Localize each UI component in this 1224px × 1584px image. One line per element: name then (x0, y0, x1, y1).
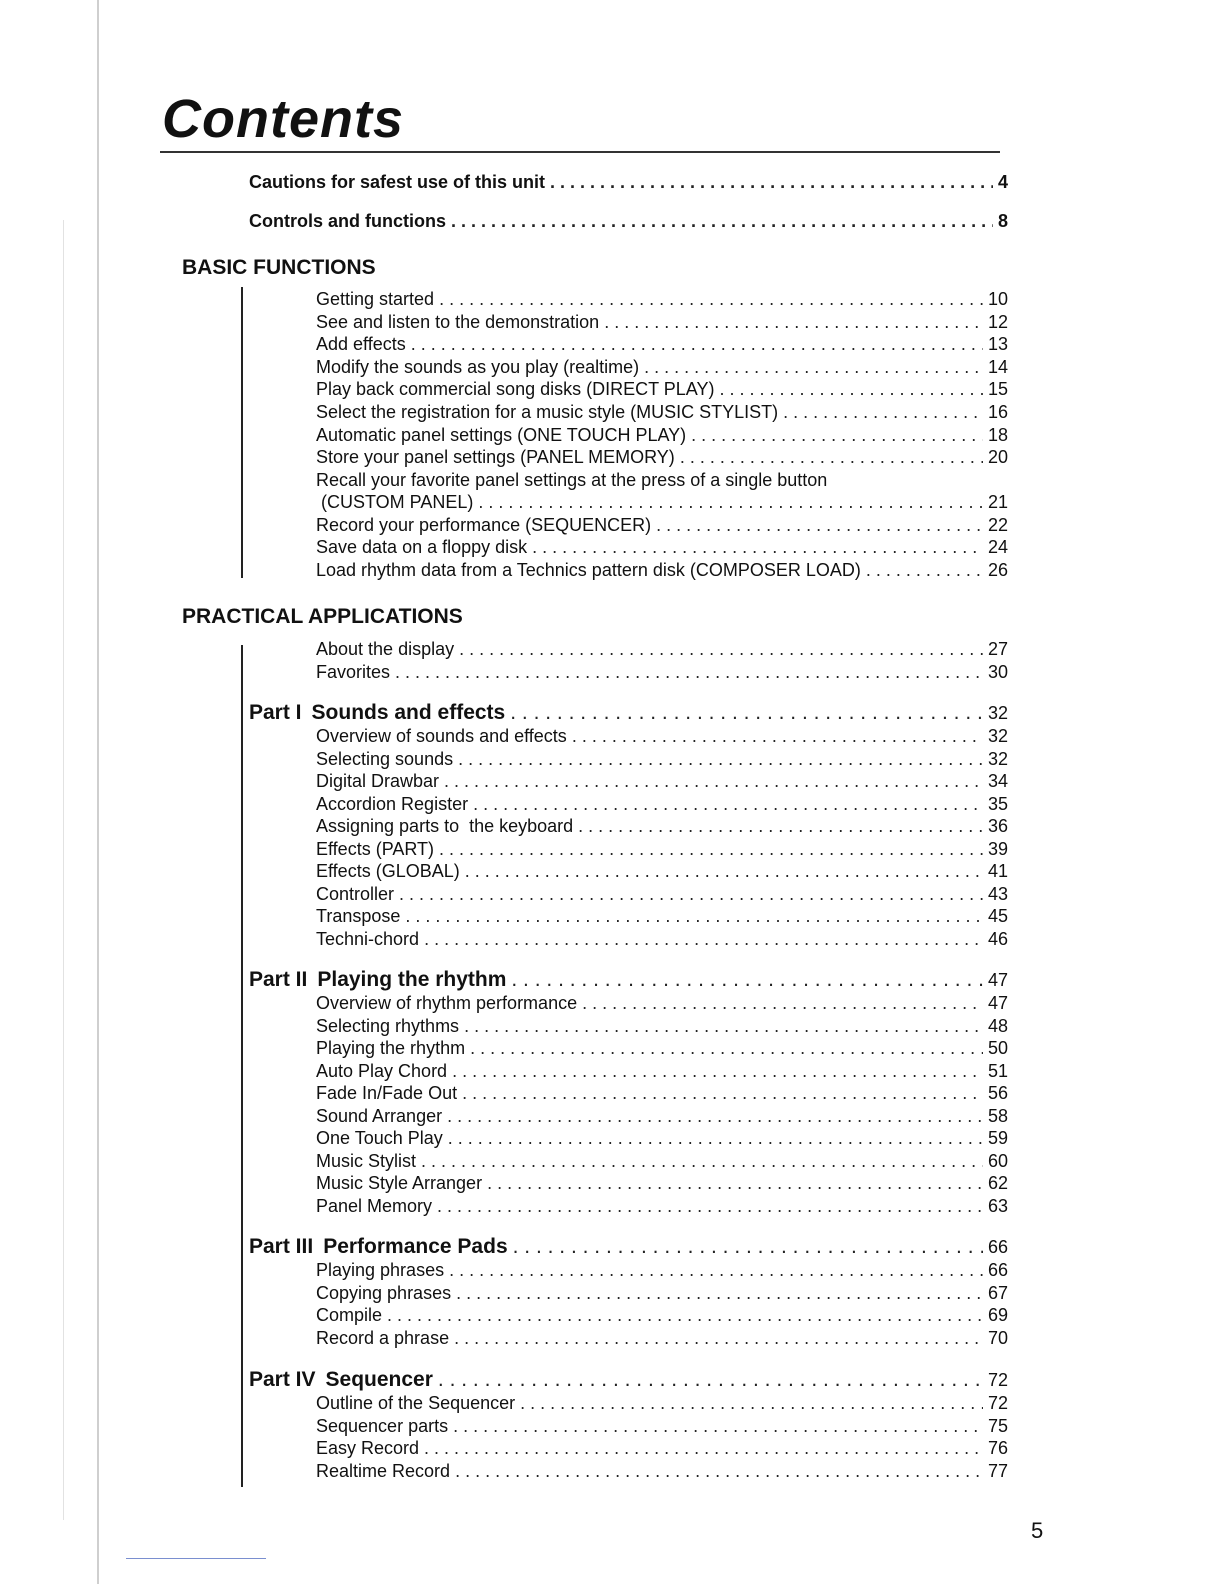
toc-entry-label: Save data on a floppy disk (316, 537, 528, 557)
toc-entry-page: 21 (987, 492, 1008, 512)
toc-entry[interactable] (316, 1060, 1008, 1082)
toc-entry-page: 39 (987, 839, 1008, 859)
toc-entry-page: 63 (987, 1196, 1008, 1216)
toc-entry[interactable] (316, 928, 1008, 950)
part-number: Part III (249, 1235, 314, 1258)
leader-dots (452, 1060, 983, 1082)
toc-entry[interactable] (316, 1037, 1008, 1059)
toc-entry-page: 22 (987, 515, 1008, 535)
section-heading-basic-functions: BASIC FUNCTIONS (182, 256, 376, 279)
leader-dots (451, 209, 993, 233)
toc-entry-page: 20 (987, 447, 1008, 467)
leader-dots (582, 992, 983, 1014)
toc-entry-label: Assigning parts to the keyboard (316, 816, 574, 836)
leader-dots (487, 1172, 983, 1194)
toc-entry[interactable] (316, 815, 1008, 837)
toc-entry-page: 34 (987, 771, 1008, 791)
toc-entry-label: Panel Memory (316, 1196, 433, 1216)
toc-entry-label: Select the registration for a music style (MUSIC STYLIST) (316, 402, 779, 422)
toc-entry[interactable] (316, 838, 1008, 860)
footer-rule (126, 1558, 266, 1559)
toc-entry-label: Outline of the Sequencer (316, 1393, 516, 1413)
section-heading-practical-applications: PRACTICAL APPLICATIONS (182, 605, 463, 628)
leader-dots (458, 748, 983, 770)
leader-dots (462, 1082, 983, 1104)
toc-entry-label: Cautions for safest use of this unit (249, 172, 546, 192)
part-page: 47 (987, 970, 1008, 990)
toc-entry[interactable] (249, 209, 1008, 233)
toc-entry[interactable] (316, 992, 1008, 1014)
part-page: 66 (987, 1237, 1008, 1257)
toc-entry[interactable] (316, 638, 1008, 660)
toc-entry-label: Add effects (316, 334, 406, 354)
toc-entry-page: 48 (987, 1016, 1008, 1036)
toc-entry[interactable] (316, 1415, 1008, 1437)
toc-entry-page: 26 (987, 560, 1008, 580)
toc-entry[interactable] (316, 288, 1008, 310)
leader-dots (644, 356, 983, 378)
toc-entry-label: Overview of rhythm performance (316, 993, 578, 1013)
part-heading[interactable] (249, 967, 1008, 993)
leader-dots (447, 1105, 983, 1127)
toc-entry[interactable] (316, 748, 1008, 770)
toc-entry[interactable] (316, 1304, 1008, 1326)
leader-dots (680, 446, 983, 468)
toc-entry-label: Digital Drawbar (316, 771, 440, 791)
toc-entry-page: 62 (987, 1173, 1008, 1193)
leader-dots (783, 401, 983, 423)
leader-dots (473, 793, 983, 815)
toc-entry-page: 59 (987, 1128, 1008, 1148)
toc-entry[interactable] (316, 905, 1008, 927)
toc-entry[interactable] (316, 446, 1008, 468)
toc-entry-label: Record your performance (SEQUENCER) (316, 515, 652, 535)
toc-entry[interactable] (316, 1327, 1008, 1349)
toc-entry-label: Store your panel settings (PANEL MEMORY) (316, 447, 675, 467)
toc-entry-label: One Touch Play (316, 1128, 443, 1148)
leader-dots (578, 815, 983, 837)
binding-edge-shadow (63, 220, 64, 1520)
toc-entry[interactable] (249, 170, 1008, 194)
leader-dots (866, 559, 983, 581)
toc-entry[interactable] (316, 514, 1008, 536)
toc-entry[interactable] (316, 1150, 1008, 1172)
toc-entry-label: Load rhythm data from a Technics pattern disk (COMPOSER LOAD) (316, 560, 861, 580)
toc-entry-label: Getting started (316, 289, 435, 309)
leader-dots (449, 1259, 983, 1281)
leader-dots (455, 1460, 983, 1482)
toc-entry[interactable] (316, 1460, 1008, 1482)
leader-dots (387, 1304, 983, 1326)
toc-entry-page: 60 (987, 1151, 1008, 1171)
section-bar (241, 287, 243, 578)
toc-entry-label: (CUSTOM PANEL) (316, 492, 474, 512)
toc-entry-label: Playing the rhythm (316, 1038, 466, 1058)
toc-entry-page: 8 (997, 211, 1008, 231)
toc-entry[interactable] (316, 1082, 1008, 1104)
toc-entry-page: 13 (987, 334, 1008, 354)
toc-entry[interactable] (316, 311, 1008, 333)
leader-dots (464, 1015, 983, 1037)
leader-dots (520, 1392, 983, 1414)
toc-entry-label: Sequencer parts (316, 1416, 449, 1436)
toc-entry-page: 58 (987, 1106, 1008, 1126)
toc-entry-page: 75 (987, 1416, 1008, 1436)
toc-entry-page: 12 (987, 312, 1008, 332)
part-number: Part II (249, 968, 308, 991)
toc-entry[interactable] (316, 378, 1008, 400)
toc-entry[interactable] (316, 661, 1008, 683)
toc-entry-label: Recall your favorite panel settings at the press of a single button (316, 470, 828, 490)
toc-entry-page: 16 (987, 402, 1008, 422)
toc-entry-page: 41 (987, 861, 1008, 881)
toc-entry-page: 15 (987, 379, 1008, 399)
leader-dots (411, 333, 983, 355)
toc-entry[interactable] (316, 356, 1008, 378)
toc-entry-page: 45 (987, 906, 1008, 926)
toc-entry-label: Play back commercial song disks (DIRECT PLAY) (316, 379, 715, 399)
leader-dots (513, 1234, 983, 1260)
part-title: Sequencer (325, 1368, 433, 1391)
toc-entry-label: Effects (GLOBAL) (316, 861, 460, 881)
title-rule (160, 151, 1000, 153)
part-heading[interactable] (249, 700, 1008, 726)
toc-entry[interactable] (316, 1259, 1008, 1281)
leader-dots (424, 1437, 983, 1459)
toc-entry-page: 72 (987, 1393, 1008, 1413)
leader-dots (470, 1037, 983, 1059)
leader-dots (550, 170, 993, 194)
leader-dots (656, 514, 983, 536)
toc-entry[interactable] (316, 1392, 1008, 1414)
toc-entry-page: 70 (987, 1328, 1008, 1348)
part-title: Playing the rhythm (317, 968, 507, 991)
toc-entry-label: Effects (PART) (316, 839, 435, 859)
toc-entry[interactable] (316, 536, 1008, 558)
part-page: 72 (987, 1370, 1008, 1390)
leader-dots (439, 288, 983, 310)
toc-entry-label: Copying phrases (316, 1283, 452, 1303)
binding-edge (97, 0, 99, 1584)
toc-entry[interactable] (316, 883, 1008, 905)
toc-entry[interactable] (316, 333, 1008, 355)
leader-dots (511, 967, 983, 993)
leader-dots (448, 1127, 983, 1149)
leader-dots (395, 661, 983, 683)
toc-entry-label: Playing phrases (316, 1260, 445, 1280)
leader-dots (424, 928, 983, 950)
part-title: Sounds and effects (311, 701, 506, 724)
toc-entry[interactable] (316, 1105, 1008, 1127)
leader-dots (532, 536, 983, 558)
toc-entry-page: 14 (987, 357, 1008, 377)
leader-dots (465, 860, 983, 882)
toc-entry-label: See and listen to the demonstration (316, 312, 600, 332)
toc-entry[interactable] (316, 1437, 1008, 1459)
part-title: Performance Pads (323, 1235, 508, 1258)
toc-entry-label: Selecting sounds (316, 749, 454, 769)
leader-dots (454, 1327, 983, 1349)
leader-dots (719, 378, 983, 400)
leader-dots (510, 700, 983, 726)
toc-entry-page: 35 (987, 794, 1008, 814)
toc-entry-label: Transpose (316, 906, 401, 926)
toc-entry-page: 69 (987, 1305, 1008, 1325)
leader-dots (405, 905, 983, 927)
toc-entry-label: Modify the sounds as you play (realtime) (316, 357, 640, 377)
toc-entry-page: 76 (987, 1438, 1008, 1458)
toc-entry-page: 32 (987, 726, 1008, 746)
leader-dots (439, 838, 983, 860)
toc-entry[interactable] (316, 1172, 1008, 1194)
leader-dots (437, 1195, 983, 1217)
toc-entry-continued[interactable] (316, 469, 1008, 491)
toc-entry-label: Automatic panel settings (ONE TOUCH PLAY) (316, 425, 687, 445)
part-number: Part IV (249, 1368, 316, 1391)
toc-entry-page: 47 (987, 993, 1008, 1013)
toc-entry[interactable] (316, 491, 1008, 513)
toc-entry-label: Favorites (316, 662, 391, 682)
part-heading[interactable] (249, 1234, 1008, 1260)
page-title: Contents (162, 89, 404, 149)
toc-entry-label: Selecting rhythms (316, 1016, 460, 1036)
toc-entry-page: 27 (987, 639, 1008, 659)
toc-entry-label: Music Style Arranger (316, 1173, 483, 1193)
toc-entry[interactable] (316, 793, 1008, 815)
page-number: 5 (1031, 1518, 1044, 1543)
toc-entry-label: Controls and functions (249, 211, 446, 231)
toc-entry-page: 43 (987, 884, 1008, 904)
toc-entry[interactable] (316, 725, 1008, 747)
toc-entry-label: Accordion Register (316, 794, 469, 814)
toc-entry-page: 24 (987, 537, 1008, 557)
leader-dots (572, 725, 983, 747)
leader-dots (459, 638, 983, 660)
toc-entry-label: Controller (316, 884, 395, 904)
toc-entry[interactable] (316, 424, 1008, 446)
toc-entry-label: Overview of sounds and effects (316, 726, 567, 746)
toc-entry-page: 18 (987, 425, 1008, 445)
leader-dots (478, 491, 983, 513)
toc-entry-label: Compile (316, 1305, 383, 1325)
toc-entry-page: 66 (987, 1260, 1008, 1280)
toc-entry-label: About the display (316, 639, 455, 659)
toc-entry[interactable] (316, 1195, 1008, 1217)
toc-entry[interactable] (316, 559, 1008, 581)
toc-entry-page: 46 (987, 929, 1008, 949)
section-bar (241, 645, 243, 1487)
part-heading[interactable] (249, 1367, 1008, 1393)
toc-entry[interactable] (316, 860, 1008, 882)
leader-dots (691, 424, 983, 446)
toc-entry-page: 51 (987, 1061, 1008, 1081)
toc-entry-label: Sound Arranger (316, 1106, 443, 1126)
part-number: Part I (249, 701, 302, 724)
toc-entry[interactable] (316, 401, 1008, 423)
toc-entry-page: 77 (987, 1461, 1008, 1481)
toc-entry-page: 10 (987, 289, 1008, 309)
toc-entry-page: 36 (987, 816, 1008, 836)
leader-dots (453, 1415, 983, 1437)
toc-entry-label: Music Stylist (316, 1151, 417, 1171)
leader-dots (456, 1282, 983, 1304)
toc-entry-page: 50 (987, 1038, 1008, 1058)
toc-entry-label: Realtime Record (316, 1461, 451, 1481)
toc-entry-label: Auto Play Chord (316, 1061, 448, 1081)
part-page: 32 (987, 703, 1008, 723)
toc-entry-label: Fade In/Fade Out (316, 1083, 458, 1103)
toc-entry-label: Easy Record (316, 1438, 420, 1458)
toc-entry[interactable] (316, 1127, 1008, 1149)
toc-entry-page: 32 (987, 749, 1008, 769)
toc-entry-page: 4 (997, 172, 1008, 192)
toc-entry-label: Record a phrase (316, 1328, 450, 1348)
leader-dots (604, 311, 983, 333)
toc-entry-page: 56 (987, 1083, 1008, 1103)
leader-dots (399, 883, 983, 905)
toc-entry[interactable] (316, 1282, 1008, 1304)
leader-dots (438, 1367, 983, 1393)
toc-entry[interactable] (316, 770, 1008, 792)
toc-entry-label: Techni-chord (316, 929, 420, 949)
toc-entry-page: 67 (987, 1283, 1008, 1303)
leader-dots (421, 1150, 983, 1172)
toc-entry-page: 30 (987, 662, 1008, 682)
toc-entry[interactable] (316, 1015, 1008, 1037)
leader-dots (444, 770, 983, 792)
